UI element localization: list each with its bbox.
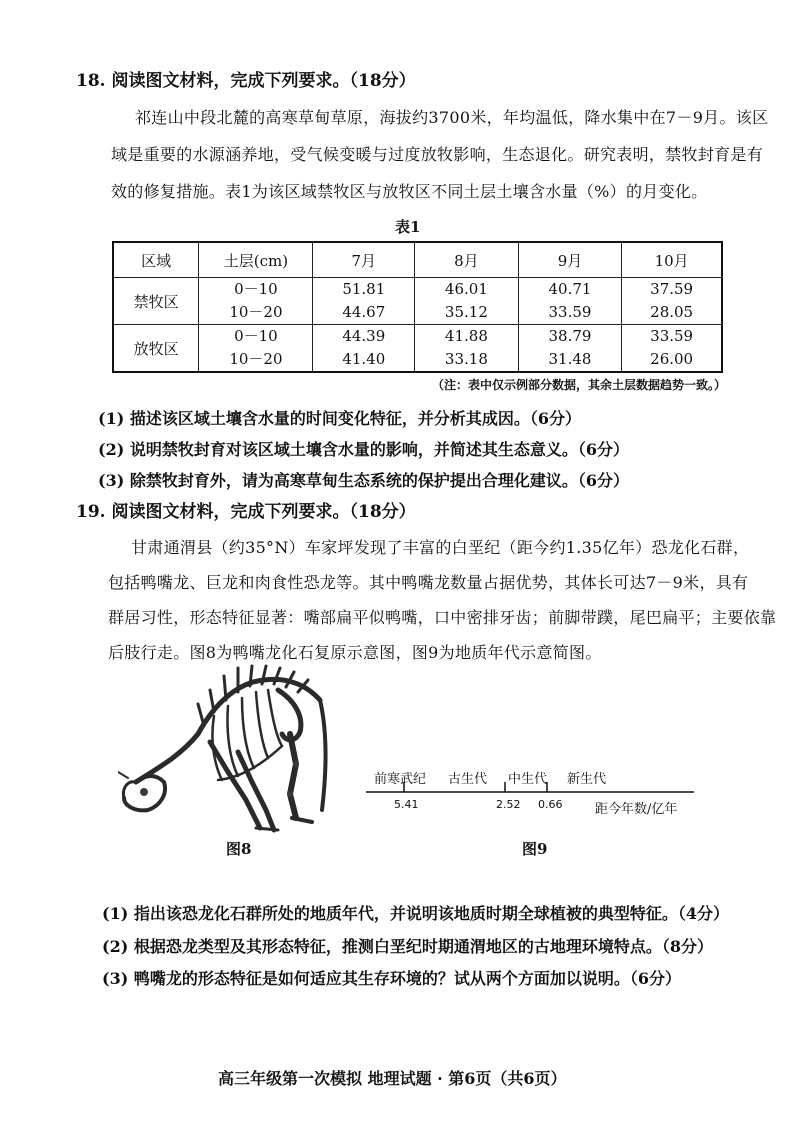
value-cell: 44.39 41.40 <box>313 325 415 373</box>
table-header-cell: 土层(cm) <box>199 242 313 278</box>
timeline-era-label: 新生代 <box>567 772 607 787</box>
value-cell: 51.81 44.67 <box>313 278 415 325</box>
table-header-cell: 9月 <box>518 242 622 278</box>
value-cell: 46.01 35.12 <box>415 278 519 325</box>
q18-para-line: 效的修复措施。表1为该区域禁牧区与放牧区不同土层土壤含水量（%）的月变化。 <box>111 182 708 201</box>
q19-heading: 19. 阅读图文材料，完成下列要求。（18分） <box>76 502 416 522</box>
soil-moisture-table <box>112 241 723 373</box>
timeline-axis-label: 距今年数/亿年 <box>595 802 678 817</box>
q19-subquestion: (3) 鸭嘴龙的形态特征是如何适应其生存环境的？试从两个方面加以说明。（6分） <box>102 969 681 988</box>
q18-subquestion: (2) 说明禁牧封育对该区域土壤含水量的影响，并简述其生态意义。（6分） <box>98 440 629 459</box>
q18-para-line: 域是重要的水源涵养地，受气候变暖与过度放牧影响，生态退化。研究表明，禁牧封育是有 <box>111 145 764 164</box>
q19-para-line: 后肢行走。图8为鸭嘴龙化石复原示意图，图9为地质年代示意简图。 <box>108 643 602 662</box>
region-cell: 禁牧区 <box>113 278 199 325</box>
timeline-era-label: 古生代 <box>448 772 488 787</box>
table-caption: 表1 <box>395 218 421 236</box>
q19-subquestion: (2) 根据恐龙类型及其形态特征，推测白垩纪时期通渭地区的古地理环境特点。（8分） <box>102 937 713 956</box>
timeline-era-label: 中生代 <box>508 772 548 787</box>
table-header-cell: 8月 <box>415 242 519 278</box>
q19-para-line: 包括鸭嘴龙、巨龙和肉食性恐龙等。其中鸭嘴龙数量占据优势，其体长可达7－9米，具有 <box>108 573 749 592</box>
table-header-cell: 10月 <box>622 242 722 278</box>
q19-para-line: 群居习性，形态特征显著：嘴部扁平似鸭嘴，口中密排牙齿；前脚带蹼，尾巴扁平；主要依靠 <box>108 608 777 627</box>
value-cell: 40.71 33.59 <box>518 278 622 325</box>
layer-cell: 0－10 10－20 <box>199 278 313 325</box>
page-footer: 高三年级第一次模拟 地理试题 · 第6页（共6页） <box>218 1069 567 1088</box>
hadrosaur-skeleton-figure <box>118 660 333 835</box>
region-cell: 放牧区 <box>113 325 199 373</box>
figure-9-caption: 图9 <box>522 840 548 858</box>
timeline-tick-label: 0.66 <box>538 798 563 811</box>
q19-subquestion: (1) 指出该恐龙化石群所处的地质年代，并说明该地质时期全球植被的典型特征。（4分） <box>102 904 729 923</box>
value-cell: 41.88 33.18 <box>415 325 519 373</box>
timeline-era-label: 前寒武纪 <box>374 772 427 787</box>
q18-subquestion: (1) 描述该区域土壤含水量的时间变化特征，并分析其成因。（6分） <box>98 409 581 428</box>
q19-para-line: 甘肃通渭县（约35°N）车家坪发现了丰富的白垩纪（距今约1.35亿年）恐龙化石群， <box>131 538 750 557</box>
value-cell: 37.59 28.05 <box>622 278 722 325</box>
table-row <box>113 325 722 373</box>
value-cell: 33.59 26.00 <box>622 325 722 373</box>
q18-para-line: 祁连山中段北麓的高寒草甸草原，海拔约3700米，年均温低，降水集中在7－9月。该区 <box>135 108 769 127</box>
layer-cell: 0－10 10－20 <box>199 325 313 373</box>
q18-subquestion: (3) 除禁牧封育外，请为高寒草甸生态系统的保护提出合理化建议。（6分） <box>98 471 629 490</box>
timeline-tick-label: 2.52 <box>496 798 521 811</box>
table-row <box>113 278 722 325</box>
table-header-cell: 7月 <box>313 242 415 278</box>
figure-8-caption: 图8 <box>226 840 252 858</box>
timeline-tick-label: 5.41 <box>394 798 419 811</box>
q18-heading: 18. 阅读图文材料，完成下列要求。（18分） <box>76 71 416 91</box>
value-cell: 38.79 31.48 <box>518 325 622 373</box>
table-note: （注：表中仅示例部分数据，其余土层数据趋势一致。） <box>431 378 726 392</box>
table-header-row <box>113 242 722 278</box>
table-header-cell: 区域 <box>113 242 199 278</box>
